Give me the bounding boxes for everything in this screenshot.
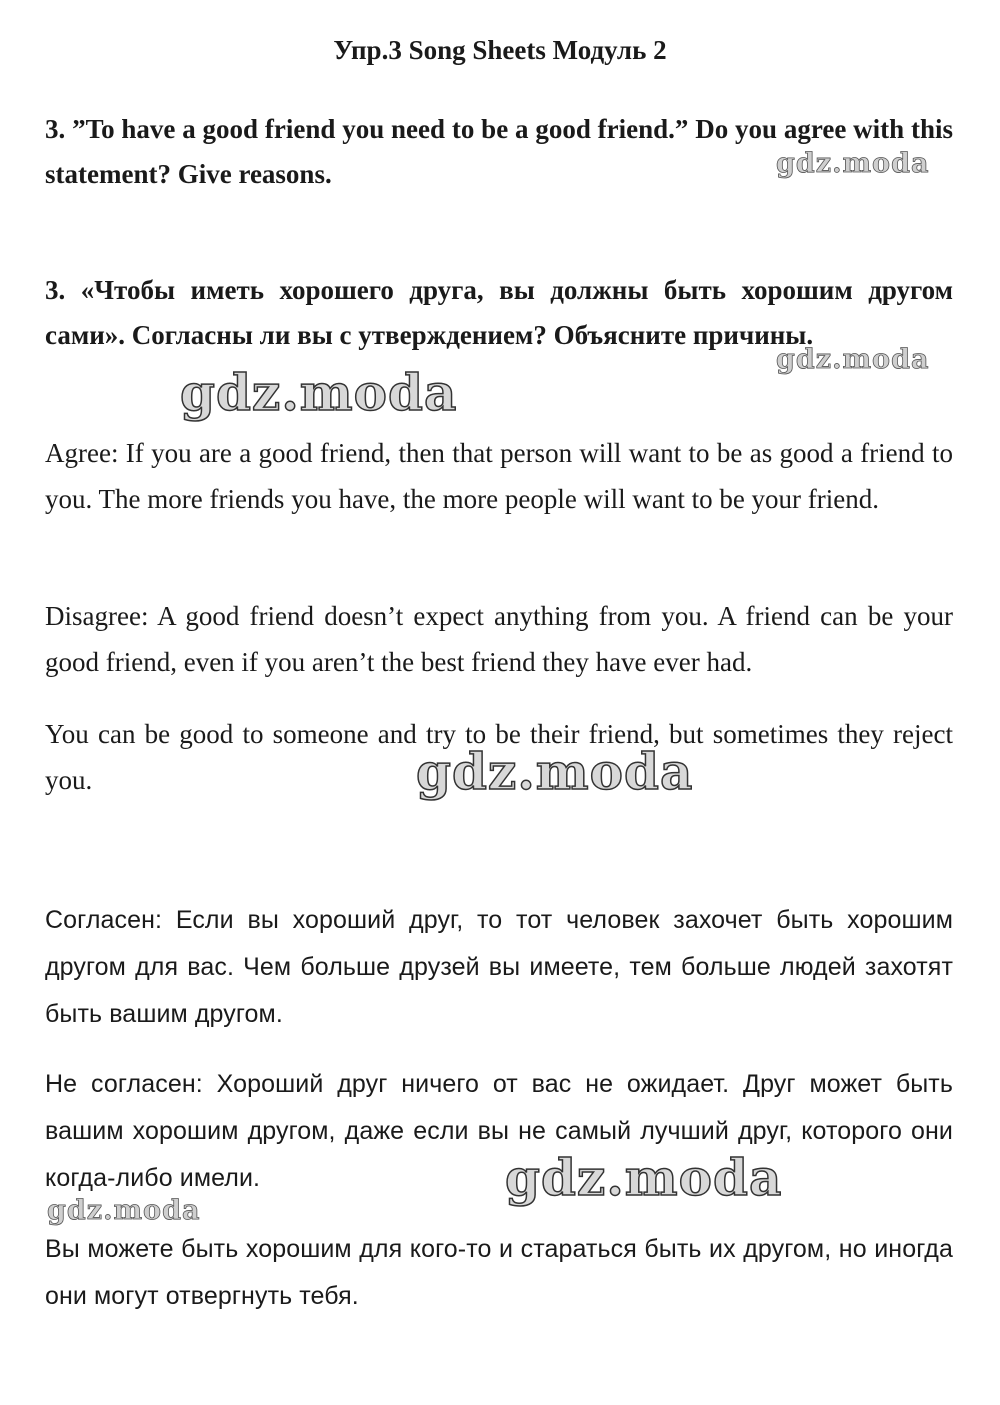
answer-extra-russian: Вы можете быть хорошим для кого-то и стараться быть их другом, но иногда они могут отвергнуть тебя. xyxy=(45,1235,953,1310)
answer-disagree-english: Disagree: A good friend doesn’t expect anything from you. A friend can be your good friend, even if you aren’t the best friend they have ever had. xyxy=(45,601,953,677)
watermark-logo: gdz.moda xyxy=(47,1195,201,1226)
question-english: 3. ”To have a good friend you need to be a good friend.” Do you agree with this statement? Give reasons. xyxy=(45,114,953,189)
question-russian: 3. «Чтобы иметь хорошего друга, вы должны быть хорошим другом сами». Согласны ли вы с утверждением? Объясните причины. xyxy=(45,275,953,350)
answer-disagree-russian: Не согласен: Хороший друг ничего от вас не ожидает. Друг может быть вашим хорошим другом, даже если вы не самый лучший друг, которого они когда-либо имели. xyxy=(45,1070,953,1192)
watermark-logo: gdz.moda xyxy=(776,148,930,179)
watermark-logo: gdz.moda xyxy=(416,742,694,801)
answer-agree-russian: Согласен: Если вы хороший друг, то тот человек захочет быть хорошим другом для вас. Чем больше друзей вы имеете, тем больше людей захотят быть вашим другом. xyxy=(45,906,953,1028)
page-title: Упр.3 Song Sheets Модуль 2 xyxy=(333,35,667,65)
answer-agree-english: Agree: If you are a good friend, then that person will want to be as good a friend to you. The more friends you have, the more people will want to be your friend. xyxy=(45,438,953,514)
watermark-logo: gdz.moda xyxy=(180,363,458,422)
answer-extra-english: You can be good to someone and try to be their friend, but sometimes they reject you. xyxy=(45,719,953,795)
watermark-logo: gdz.moda xyxy=(505,1148,783,1207)
watermark-logo: gdz.moda xyxy=(776,344,930,375)
